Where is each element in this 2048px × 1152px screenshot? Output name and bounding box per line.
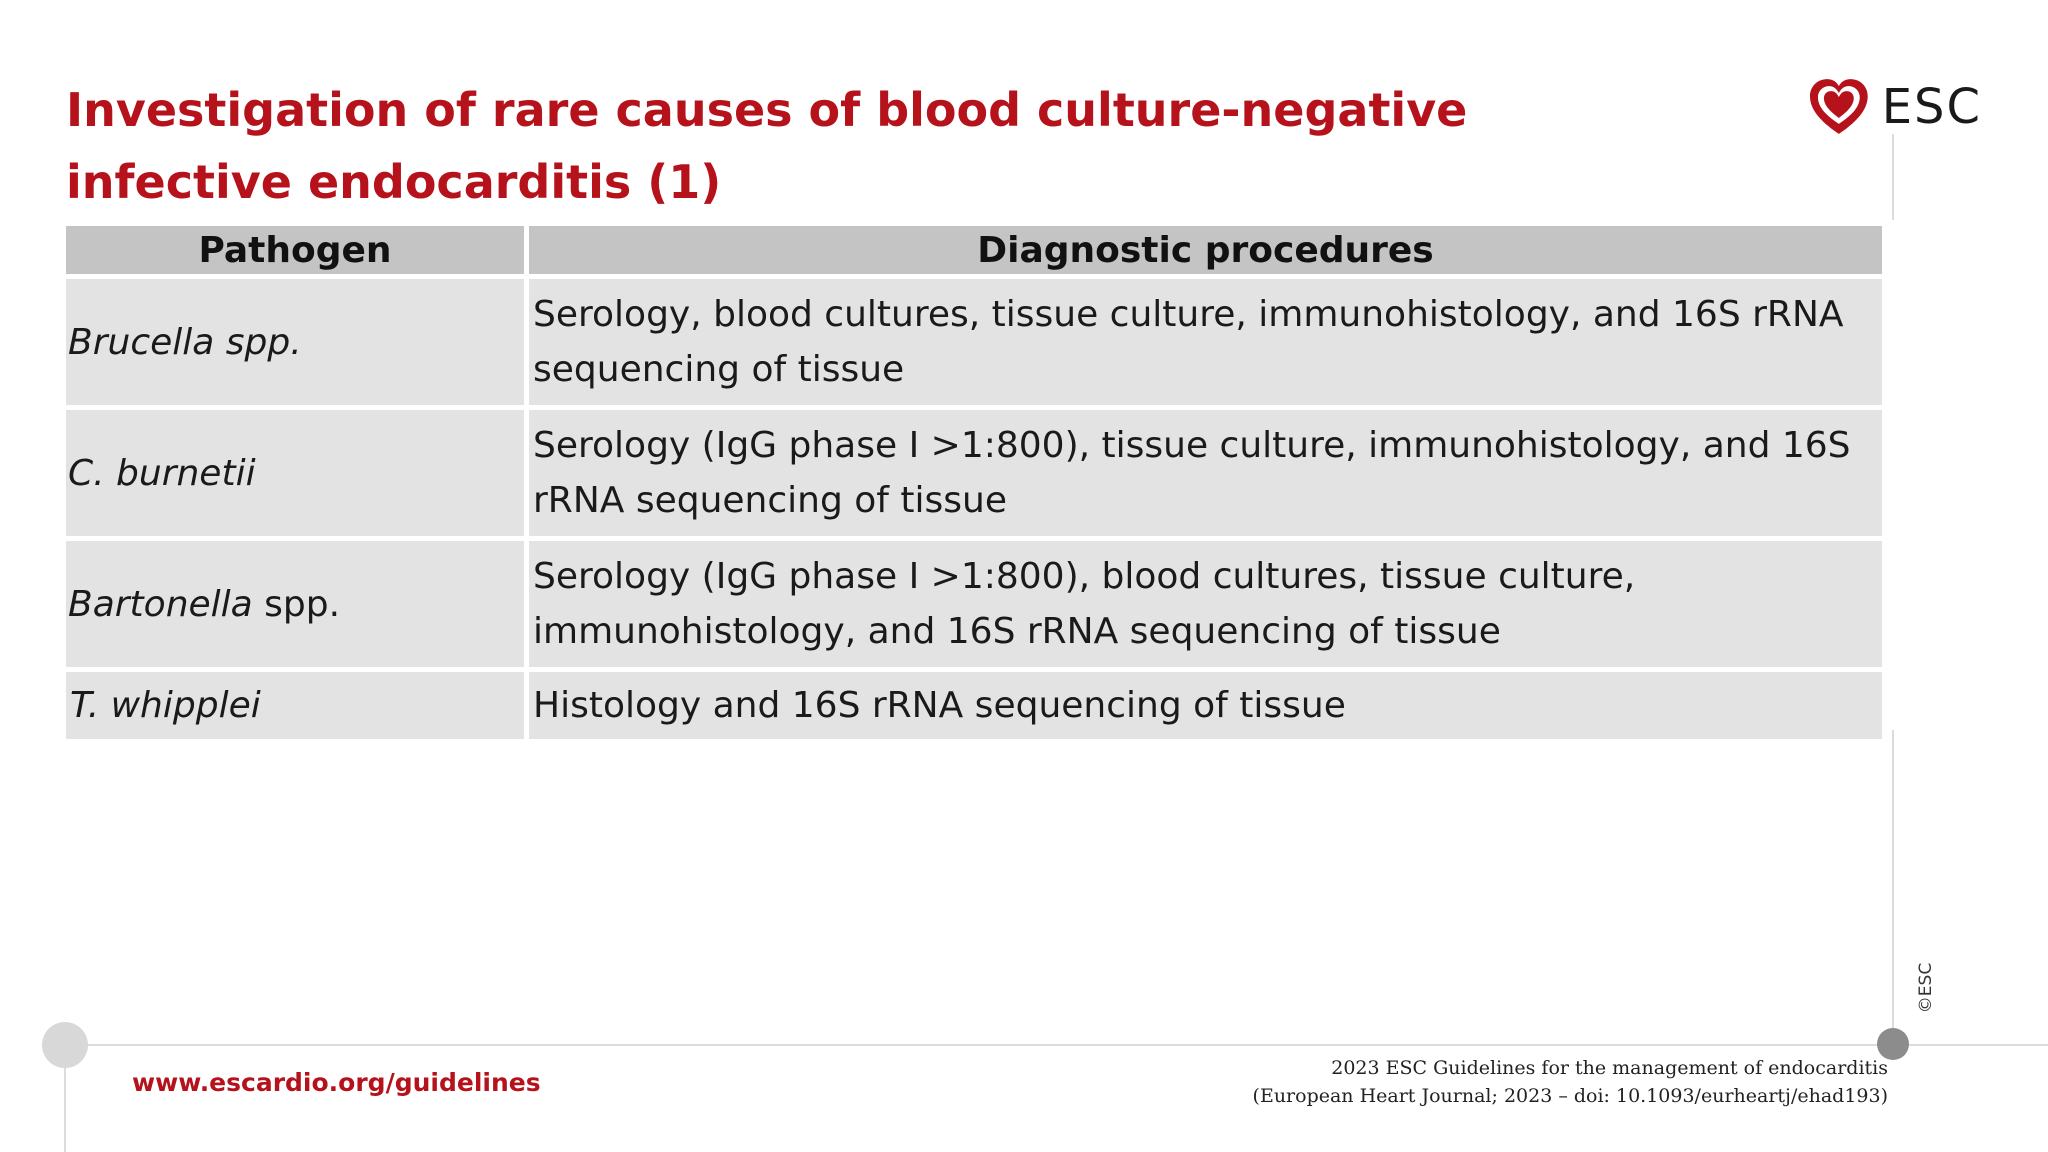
pathogen-cell bbox=[66, 541, 524, 667]
procedures-cell: Histology and 16S rRNA sequencing of tissue bbox=[529, 672, 1882, 739]
pathogen-name: Bartonella bbox=[68, 583, 253, 625]
citation bbox=[1253, 1054, 1888, 1110]
procedures-cell: Serology (IgG phase I >1:800), tissue culture, immunohistology, and 16S rRNA sequencing of tissue bbox=[529, 410, 1882, 536]
table-row bbox=[66, 279, 1882, 405]
pathogen-cell bbox=[66, 410, 524, 536]
heart-logo-icon bbox=[1806, 74, 1872, 140]
table-row bbox=[66, 672, 1882, 739]
pathogen-cell bbox=[66, 672, 524, 739]
pathogen-suffix: spp. bbox=[252, 583, 341, 625]
guidelines-link[interactable]: www.escardio.org/guidelines bbox=[132, 1068, 541, 1097]
frame-line-right-upper bbox=[1892, 134, 1894, 220]
table-row bbox=[66, 410, 1882, 536]
table-row bbox=[66, 541, 1882, 667]
frame-line-bottom bbox=[64, 1044, 2048, 1046]
pathogen-name: Brucella spp. bbox=[68, 321, 302, 363]
header-procedures: Diagnostic procedures bbox=[529, 226, 1882, 274]
pathogen-cell bbox=[66, 279, 524, 405]
pathogen-name: C. burnetii bbox=[68, 452, 256, 494]
decorative-circle-left bbox=[42, 1022, 88, 1068]
procedures-cell: Serology, blood cultures, tissue culture, immunohistology, and 16S rRNA sequencing of tissue bbox=[529, 279, 1882, 405]
procedures-cell: Serology (IgG phase I >1:800), blood cultures, tissue culture, immunohistology, and 16S rRNA sequencing of tissue bbox=[529, 541, 1882, 667]
citation-line-1: 2023 ESC Guidelines for the management of endocarditis bbox=[1331, 1057, 1888, 1079]
header-pathogen: Pathogen bbox=[66, 226, 524, 274]
esc-logo bbox=[1806, 72, 1982, 142]
frame-line-right-lower bbox=[1892, 730, 1894, 1030]
pathogen-table bbox=[61, 221, 1887, 744]
pathogen-name: T. whipplei bbox=[70, 685, 261, 726]
citation-line-2: (European Heart Journal; 2023 – doi: 10.1093/eurheartj/ehad193) bbox=[1252, 1085, 1888, 1107]
page-title: Investigation of rare causes of blood culture-negative infective endocarditis (1) bbox=[66, 83, 1468, 209]
logo-text: ESC bbox=[1881, 79, 1982, 135]
copyright-label: ©ESC bbox=[1916, 962, 1936, 1014]
table-header-row bbox=[66, 226, 1882, 274]
